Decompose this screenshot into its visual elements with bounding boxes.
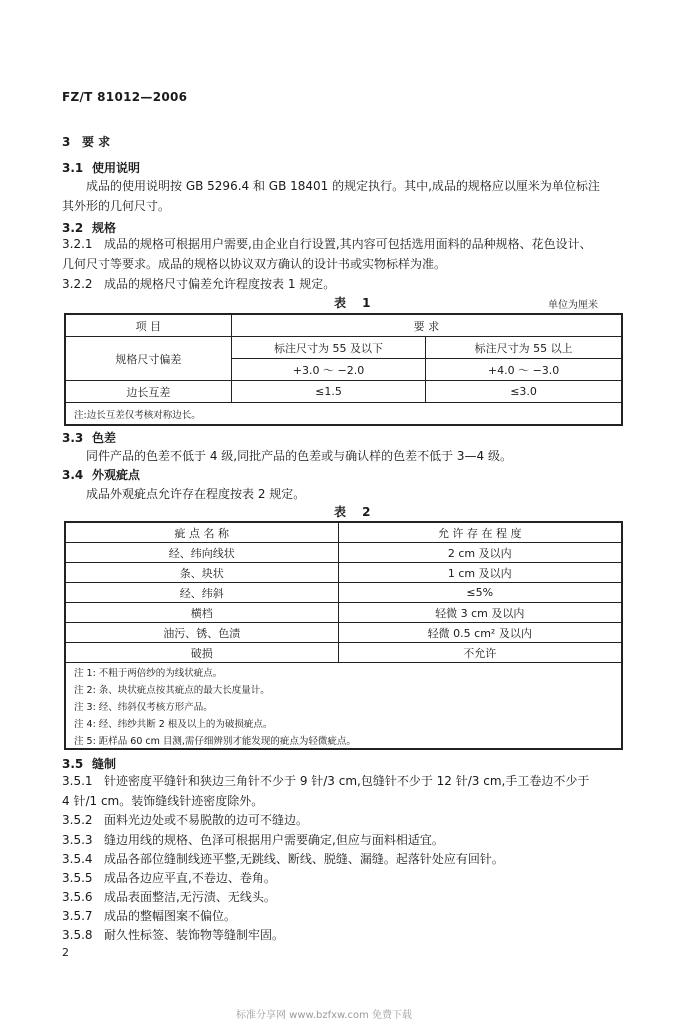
table-1 <box>64 313 623 426</box>
defect-name: 条、块状 <box>65 563 338 583</box>
section-3-1-heading <box>62 159 140 176</box>
header-item: 项 目 <box>65 314 231 337</box>
header-allowance: 允 许 存 在 程 度 <box>338 522 622 543</box>
paragraph-line: 其外形的几何尺寸。 <box>62 199 171 213</box>
cell-value: ≤1.5 <box>231 381 425 403</box>
section-number: 3.5.7 <box>62 909 93 923</box>
allowance-value: 不允许 <box>338 643 622 663</box>
table-2-note: 注 2: 条、块状疵点按其疵点的最大长度量计。 <box>65 680 622 697</box>
paragraph-text: 成品各部位缝制线迹平整,无跳线、断线、脱缝、漏缝。起落针处应有回针。 <box>104 852 504 866</box>
paragraph-3-2-2 <box>62 274 335 294</box>
paragraph-line: 几何尺寸等要求。成品的规格以协议双方确认的设计书或实物标样为准。 <box>62 257 447 271</box>
table-row <box>65 603 622 623</box>
table-2 <box>64 521 623 750</box>
section-number: 3.5.3 <box>62 833 93 847</box>
header-requirement: 要 求 <box>231 314 622 337</box>
paragraph-text: 成品各边应平直,不卷边、卷角。 <box>104 871 276 885</box>
section-number: 3.2 <box>62 221 84 235</box>
defect-name: 经、纬斜 <box>65 583 338 603</box>
section-number: 3.5.2 <box>62 813 93 827</box>
paragraph-line: 成品外观疵点允许存在程度按表 2 规定。 <box>86 487 306 501</box>
table-1-note: 注:边长互差仅考核对称边长。 <box>65 403 622 426</box>
table-1-unit: 单位为厘米 <box>548 300 598 311</box>
section-number: 3 <box>62 135 71 149</box>
table-2-note: 注 3: 经、纬斜仅考核方形产品。 <box>65 697 622 714</box>
table-2-note: 注 5: 距样品 60 cm 目测,需仔细辨别才能发现的疵点为轻微疵点。 <box>65 731 622 749</box>
cell-value: ≤3.0 <box>426 381 622 403</box>
subheader-55-and-below: 标注尺寸为 55 及以下 <box>231 337 425 359</box>
paragraph-3-5-7 <box>62 906 236 926</box>
table-row <box>65 563 622 583</box>
paragraph-line: 4 针/1 cm。装饰缝线针迹密度除外。 <box>62 794 264 808</box>
paragraph-3-5-3 <box>62 830 444 850</box>
paragraph-text: 缝边用线的规格、色泽可根据用户需要确定,但应与面料相适宜。 <box>104 833 444 847</box>
section-number: 3.5.1 <box>62 774 93 788</box>
paragraph-line: 成品的规格可根据用户需要,由企业自行设置,其内容可包括选用面料的品种规格、花色设计、 <box>104 237 592 251</box>
section-number: 3.1 <box>62 161 84 175</box>
cell-value: +4.0 ～ −3.0 <box>426 359 622 381</box>
allowance-value: 轻微 0.5 cm² 及以内 <box>338 623 622 643</box>
paragraph-3-5-4 <box>62 849 504 869</box>
paragraph-3-5-8 <box>62 925 284 945</box>
footer-watermark: 标准分享网 www.bzfxw.com 免费下载 <box>236 1010 412 1021</box>
section-3-5-heading <box>62 755 116 772</box>
section-3-4-heading <box>62 466 140 483</box>
row-label-size-deviation: 规格尺寸偏差 <box>65 337 231 381</box>
paragraph-3-5-2 <box>62 810 308 830</box>
paragraph-3-2-1 <box>62 234 592 254</box>
page-number: 2 <box>62 946 69 959</box>
section-number: 3.5.5 <box>62 871 93 885</box>
header-defect-name: 疵 点 名 称 <box>65 522 338 543</box>
allowance-value: 轻微 3 cm 及以内 <box>338 603 622 623</box>
paragraph-text: 成品的规格尺寸偏差允许程度按表 1 规定。 <box>104 277 336 291</box>
section-number: 3.3 <box>62 431 84 445</box>
section-title: 使用说明 <box>92 161 141 175</box>
table-2-note: 注 4: 经、纬纱共断 2 根及以上的为破损疵点。 <box>65 714 622 731</box>
defect-name: 破损 <box>65 643 338 663</box>
section-3-heading <box>62 133 110 150</box>
table-row <box>65 583 622 603</box>
table-2-note: 注 1: 不粗于两倍纱的为线状疵点。 <box>65 663 622 681</box>
section-number: 3.2.2 <box>62 277 93 291</box>
section-title: 色差 <box>92 431 117 445</box>
paragraph-line: 同件产品的色差不低于 4 级,同批产品的色差或与确认样的色差不低于 3—4 级。 <box>86 449 512 463</box>
cell-value: +3.0 ～ −2.0 <box>231 359 425 381</box>
paragraph-text: 面料光边处或不易脱散的边可不缝边。 <box>104 813 309 827</box>
paragraph-line: 成品的使用说明按 GB 5296.4 和 GB 18401 的规定执行。其中,成品的规格应以厘米为单位标注 <box>86 179 600 193</box>
defect-name: 横档 <box>65 603 338 623</box>
paragraph-3-5-1 <box>62 771 589 791</box>
paragraph-text: 耐久性标签、装饰物等缝制牢固。 <box>104 928 285 942</box>
subheader-above-55: 标注尺寸为 55 以上 <box>426 337 622 359</box>
section-number: 3.5 <box>62 757 84 771</box>
standard-number: FZ/T 81012—2006 <box>62 90 188 104</box>
paragraph-text: 成品表面整洁,无污渍、无线头。 <box>104 890 276 904</box>
section-title: 规格 <box>92 221 117 235</box>
allowance-value: ≤5% <box>338 583 622 603</box>
table-row <box>65 643 622 663</box>
table-row <box>65 623 622 643</box>
paragraph-3-5-5 <box>62 868 276 888</box>
table-2-caption: 表 2 <box>334 505 377 519</box>
section-number: 3.5.6 <box>62 890 93 904</box>
section-number: 3.2.1 <box>62 237 93 251</box>
row-label-side-difference: 边长互差 <box>65 381 231 403</box>
section-title: 外观疵点 <box>92 468 141 482</box>
section-number: 3.5.4 <box>62 852 93 866</box>
allowance-value: 2 cm 及以内 <box>338 543 622 563</box>
section-title: 缝制 <box>92 757 117 771</box>
section-number: 3.4 <box>62 468 84 482</box>
paragraph-text: 成品的整幅图案不偏位。 <box>104 909 237 923</box>
defect-name: 油污、锈、色渍 <box>65 623 338 643</box>
table-1-caption: 表 1 <box>334 296 377 310</box>
table-row <box>65 543 622 563</box>
paragraph-line: 针迹密度平缝针和狭边三角针不少于 9 针/3 cm,包缝针不少于 12 针/3 cm,手工卷边不少于 <box>104 774 590 788</box>
section-number: 3.5.8 <box>62 928 93 942</box>
paragraph-3-5-6 <box>62 887 276 907</box>
allowance-value: 1 cm 及以内 <box>338 563 622 583</box>
section-title: 要 求 <box>82 135 111 149</box>
section-3-3-heading <box>62 429 116 446</box>
defect-name: 经、纬向线状 <box>65 543 338 563</box>
